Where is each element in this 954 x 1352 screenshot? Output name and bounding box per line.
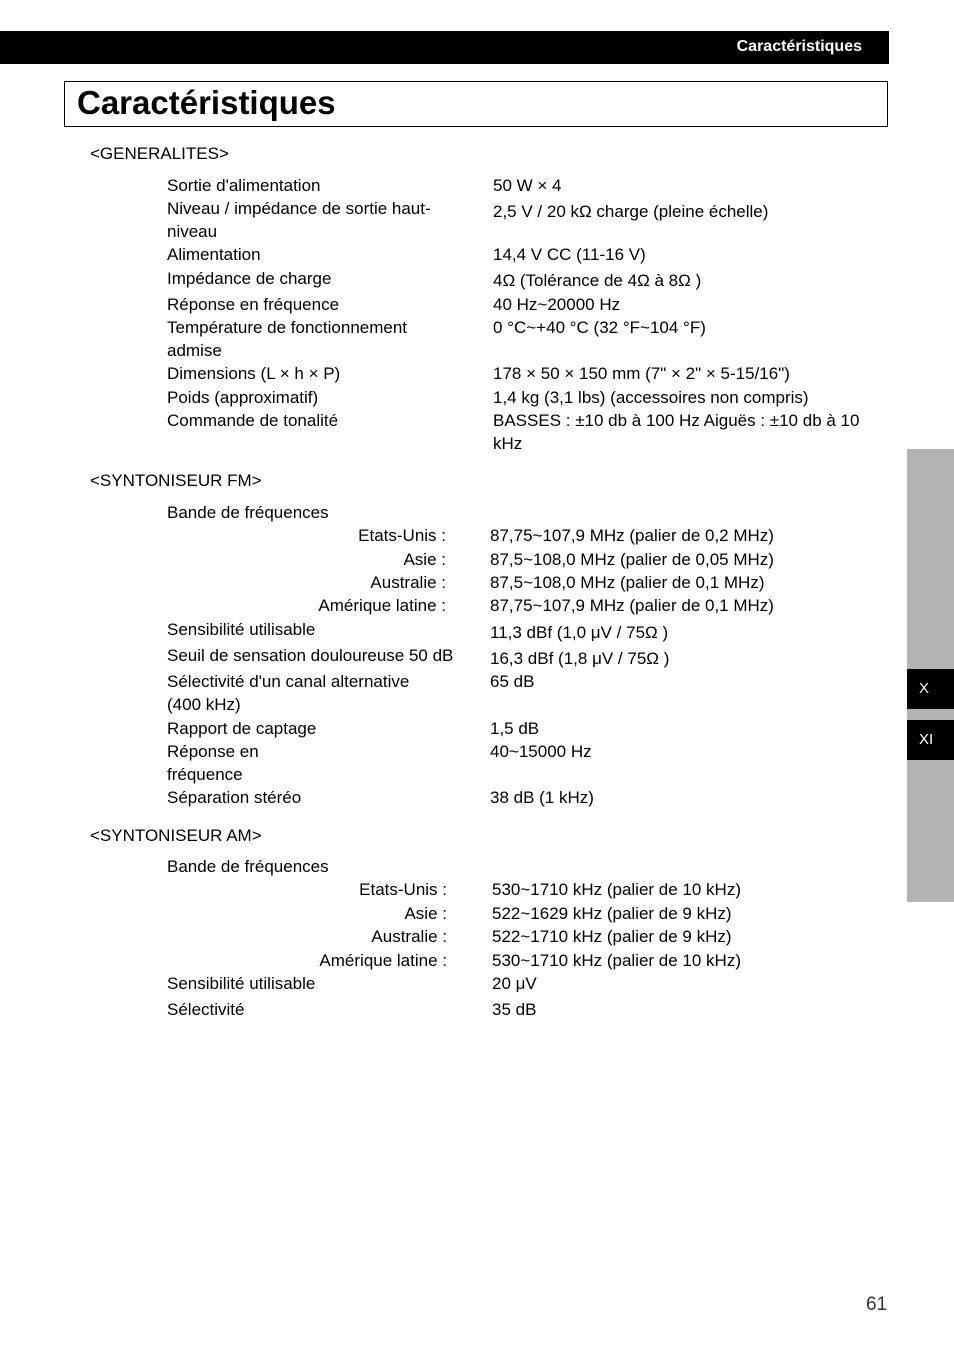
band-region: Etats-Unis : [358,526,446,545]
header-bar [0,31,889,64]
spec-value: 40 Hz~20000 Hz [493,295,621,314]
spec-value: BASSES : ±10 db à 100 Hz Aiguës : ±10 db à 10 kHz [493,411,860,453]
section-heading-fm: <SYNTONISEUR FM> [90,471,262,490]
spec-label: Sensibilité utilisable [167,974,316,993]
spec-label: Poids (approximatif) [167,388,319,407]
spec-label: Bande de fréquences [167,503,329,522]
band-region: Australie : [371,927,447,946]
spec-value: 50 W × 4 [493,176,562,195]
side-tab-chip [907,669,954,709]
spec-value: 38 dB (1 kHz) [490,788,594,807]
spec-label: Réponse en fréquence [167,742,259,784]
band-value: 530~1710 kHz (palier de 10 kHz) [492,951,741,970]
side-tab-label: XI [919,731,934,748]
band-value: 522~1710 kHz (palier de 9 kHz) [492,927,732,946]
spec-label: Rapport de captage [167,719,317,738]
spec-label: Seuil de sensation douloureuse 50 dB [167,646,454,665]
page-number: 61 [866,1294,888,1315]
spec-value: 20 μV [492,974,537,993]
side-tab-chip [907,720,954,760]
spec-value: 14,4 V CC (11-16 V) [493,245,646,264]
spec-label: Commande de tonalité [167,411,339,430]
spec-label: Séparation stéréo [167,788,302,807]
page-title: Caractéristiques [77,84,336,121]
spec-value: 0 °C~+40 °C (32 °F~104 °F) [493,318,706,337]
spec-label: Sélectivité d'un canal alternative (400 kHz) [167,672,410,714]
spec-value: 35 dB [492,1000,537,1019]
spec-value: 1,4 kg (3,1 lbs) (accessoires non compris) [493,388,809,407]
spec-label: Sensibilité utilisable [167,620,316,639]
header-title: Caractéristiques [736,38,862,55]
spec-label: Dimensions (L × h × P) [167,364,341,383]
band-value: 530~1710 kHz (palier de 10 kHz) [492,880,741,899]
spec-value: 65 dB [490,672,535,691]
band-region: Asie : [403,550,446,569]
band-region: Asie : [404,904,447,923]
spec-value: 40~15000 Hz [490,742,592,761]
spec-label: Niveau / impédance de sortie haut-niveau [167,199,431,241]
spec-value: 11,3 dBf (1,0 μV / 75Ω ) [490,623,669,642]
band-value: 87,5~108,0 MHz (palier de 0,1 MHz) [490,573,765,592]
side-tab-label: X [919,680,930,697]
spec-label: Sortie d'alimentation [167,176,321,195]
spec-label: Bande de fréquences [167,857,329,876]
band-value: 87,5~108,0 MHz (palier de 0,05 MHz) [490,550,774,569]
band-value: 87,75~107,9 MHz (palier de 0,1 MHz) [490,596,774,615]
spec-value: 178 × 50 × 150 mm (7" × 2" × 5-15/16") [493,364,790,383]
spec-value: 1,5 dB [490,719,540,738]
spec-value: 4Ω (Tolérance de 4Ω à 8Ω ) [493,271,702,290]
band-region: Etats-Unis : [359,880,447,899]
spec-value: 2,5 V / 20 kΩ charge (pleine échelle) [493,202,769,221]
section-heading-generalites: <GENERALITES> [90,144,229,163]
band-region: Australie : [370,573,446,592]
spec-value: 16,3 dBf (1,8 μV / 75Ω ) [490,649,670,668]
band-region: Amérique latine : [319,951,447,970]
spec-label: Sélectivité [167,1000,245,1019]
spec-label: Réponse en fréquence [167,295,340,314]
spec-label: Température de fonctionnement admise [167,318,408,360]
band-value: 87,75~107,9 MHz (palier de 0,2 MHz) [490,526,774,545]
section-heading-am: <SYNTONISEUR AM> [90,826,262,845]
band-region: Amérique latine : [318,596,446,615]
spec-label: Impédance de charge [167,269,332,288]
spec-label: Alimentation [167,245,261,264]
band-value: 522~1629 kHz (palier de 9 kHz) [492,904,732,923]
page-title-box [64,81,888,127]
